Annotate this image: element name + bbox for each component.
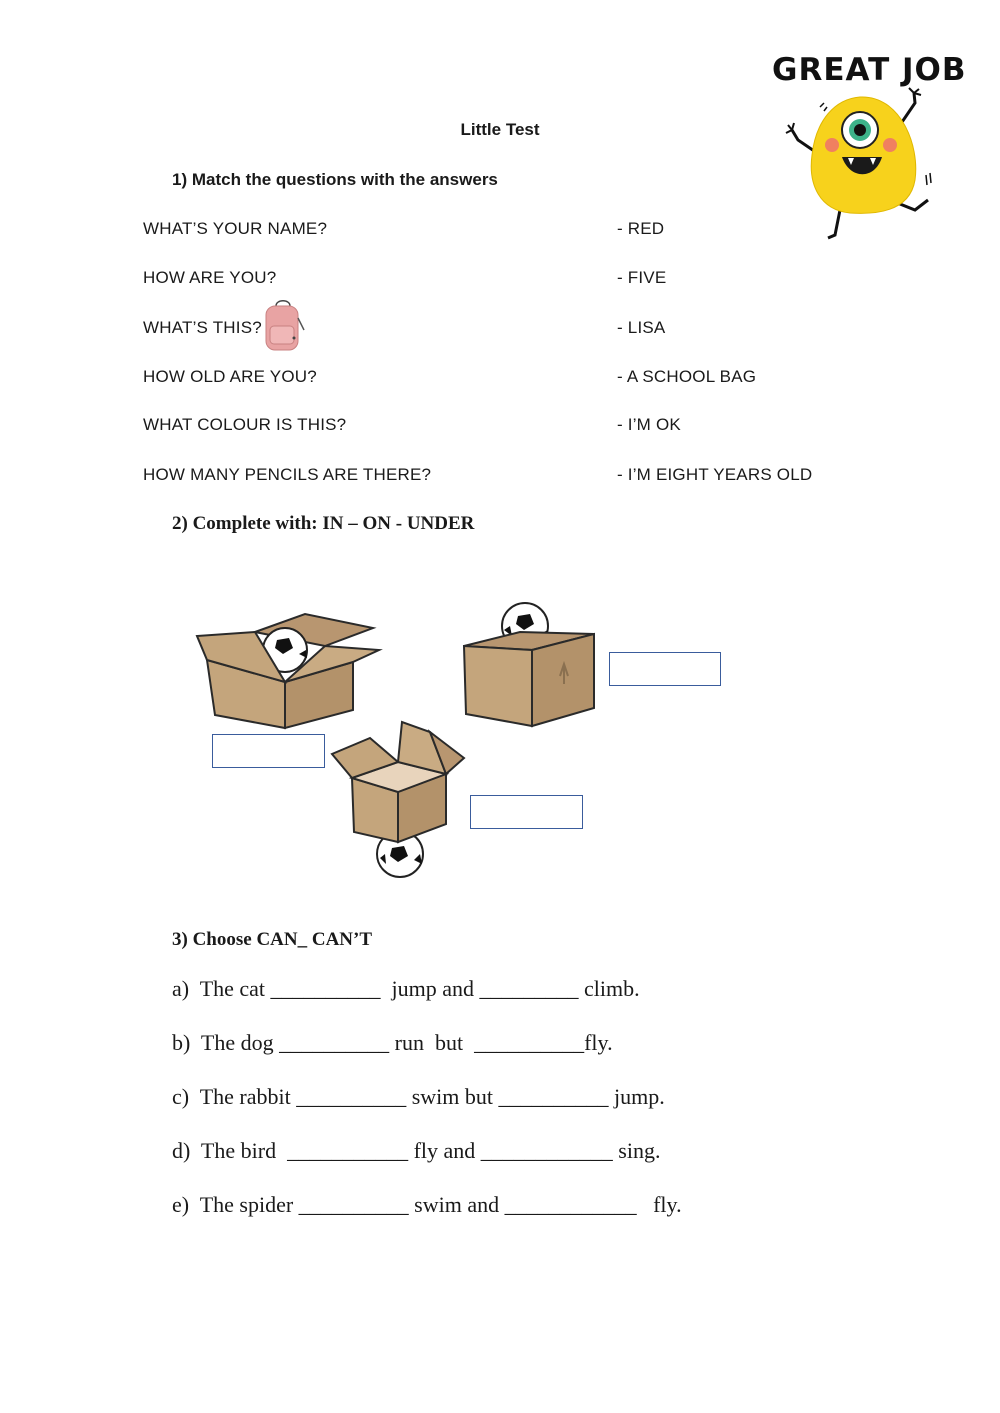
sentence-c: c) The rabbit __________ swim but __________ jump. bbox=[172, 1084, 665, 1109]
sentence-e: e) The spider __________ swim and ____________ fly. bbox=[172, 1192, 682, 1217]
question-2: HOW ARE YOU? bbox=[143, 268, 277, 287]
question-6: HOW MANY PENCILS ARE THERE? bbox=[143, 465, 432, 484]
sentence-b: b) The dog __________ run but __________fly. bbox=[172, 1030, 613, 1055]
question-1: WHAT’S YOUR NAME? bbox=[143, 219, 328, 238]
answer-box-on[interactable] bbox=[609, 652, 721, 686]
great-job-badge-text: GREAT JOB bbox=[772, 52, 967, 88]
sentence-d: d) The bird ___________ fly and ____________ sing. bbox=[172, 1138, 661, 1163]
answer-5: - I’M OK bbox=[617, 415, 681, 434]
answer-3: - LISA bbox=[617, 318, 666, 337]
answer-2: - FIVE bbox=[617, 268, 667, 287]
monster-illustration bbox=[780, 85, 950, 250]
answer-box-in[interactable] bbox=[212, 734, 325, 768]
section1-heading: 1) Match the questions with the answers bbox=[172, 170, 498, 189]
section3-heading: 3) Choose CAN_ CAN’T bbox=[172, 929, 373, 950]
question-4: HOW OLD ARE YOU? bbox=[143, 367, 317, 386]
sentence-a: a) The cat __________ jump and _________ climb. bbox=[172, 976, 640, 1001]
box-ball-under-illustration bbox=[330, 718, 470, 878]
page-title: Little Test bbox=[460, 120, 540, 139]
answer-box-under[interactable] bbox=[470, 795, 583, 829]
box-ball-on-illustration bbox=[460, 602, 600, 730]
box-ball-in-illustration bbox=[195, 610, 385, 732]
question-5: WHAT COLOUR IS THIS? bbox=[143, 415, 347, 434]
answer-6: - I’M EIGHT YEARS OLD bbox=[617, 465, 813, 484]
question-3: WHAT’S THIS? bbox=[143, 318, 262, 337]
answer-1: - RED bbox=[617, 219, 665, 238]
section2-heading: 2) Complete with: IN – ON - UNDER bbox=[172, 513, 475, 534]
school-bag-icon bbox=[260, 298, 306, 352]
answer-4: - A SCHOOL BAG bbox=[617, 367, 757, 386]
